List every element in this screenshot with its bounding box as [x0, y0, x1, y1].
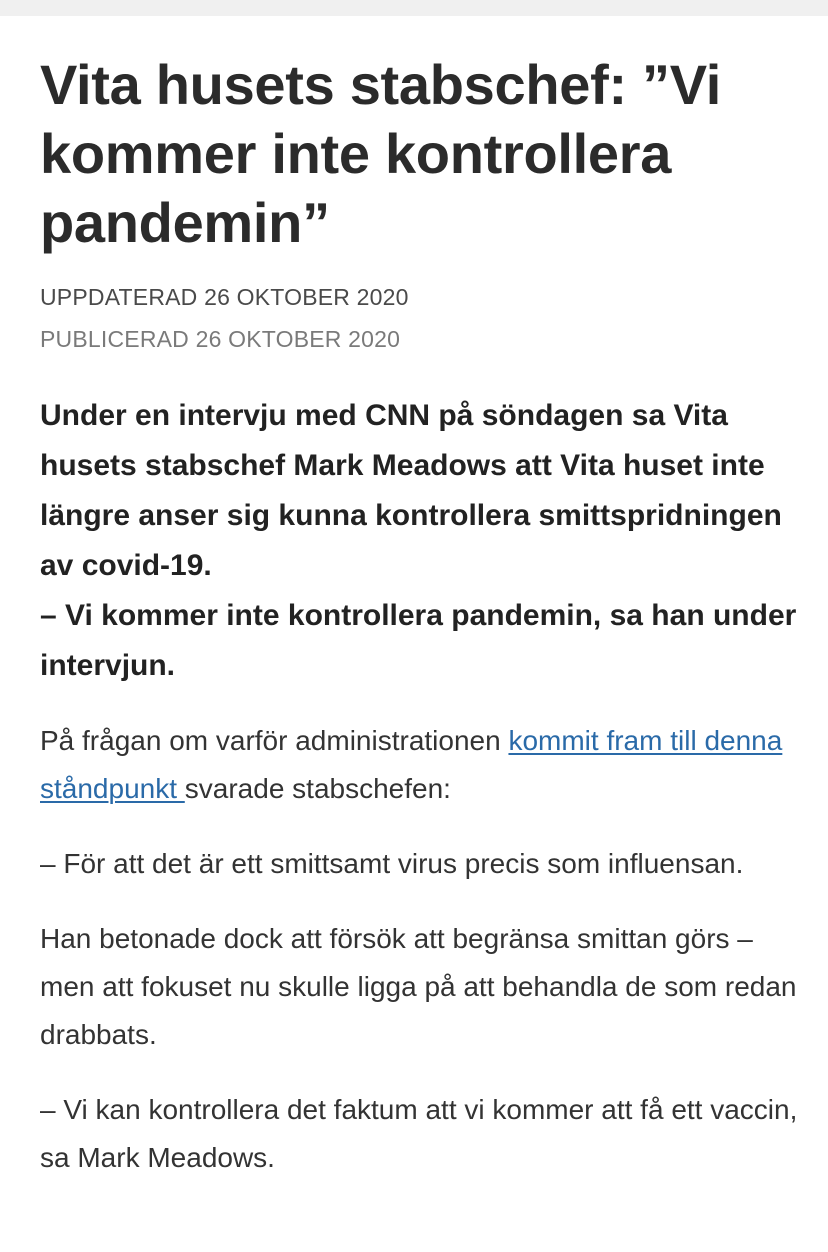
article-page	[0, 16, 828, 1252]
paragraph-question-end: svarade stabschefen:	[184, 773, 451, 804]
updated-date: UPPDATERAD 26 OKTOBER 2020	[40, 284, 409, 310]
paragraph-emphasis: Han betonade dock att försök att begränsa smittan görs – men att fokuset nu skulle ligga på att behandla de som redan drabbats.	[40, 923, 797, 1050]
article-headline: Vita husets stabschef: ”Vi kommer inte kontrollera pandemin”	[40, 53, 722, 254]
published-date: PUBLICERAD 26 OKTOBER 2020	[40, 326, 401, 352]
paragraph-answer: – För att det är ett smittsamt virus precis som influensan.	[40, 848, 744, 879]
lead-quote: – Vi kommer inte kontrollera pandemin, sa han under intervjun.	[40, 599, 797, 682]
paragraph-question	[40, 717, 800, 813]
paragraph-question-text: På frågan om varför administrationen	[40, 725, 509, 756]
lead-sentence: Under en intervju med CNN på söndagen sa Vita husets stabschef Mark Meadows att Vita huset inte längre anser sig kunna kontrollera smittspridningen av covid-19.	[40, 399, 782, 582]
article	[40, 50, 800, 1182]
article-lead	[40, 391, 800, 691]
paragraph-vaccin-quote: – Vi kan kontrollera det faktum att vi kommer att få ett vaccin, sa Mark Meadows.	[40, 1094, 798, 1173]
standpoint-link[interactable]: kommit fram till denna ståndpunkt	[40, 725, 783, 804]
